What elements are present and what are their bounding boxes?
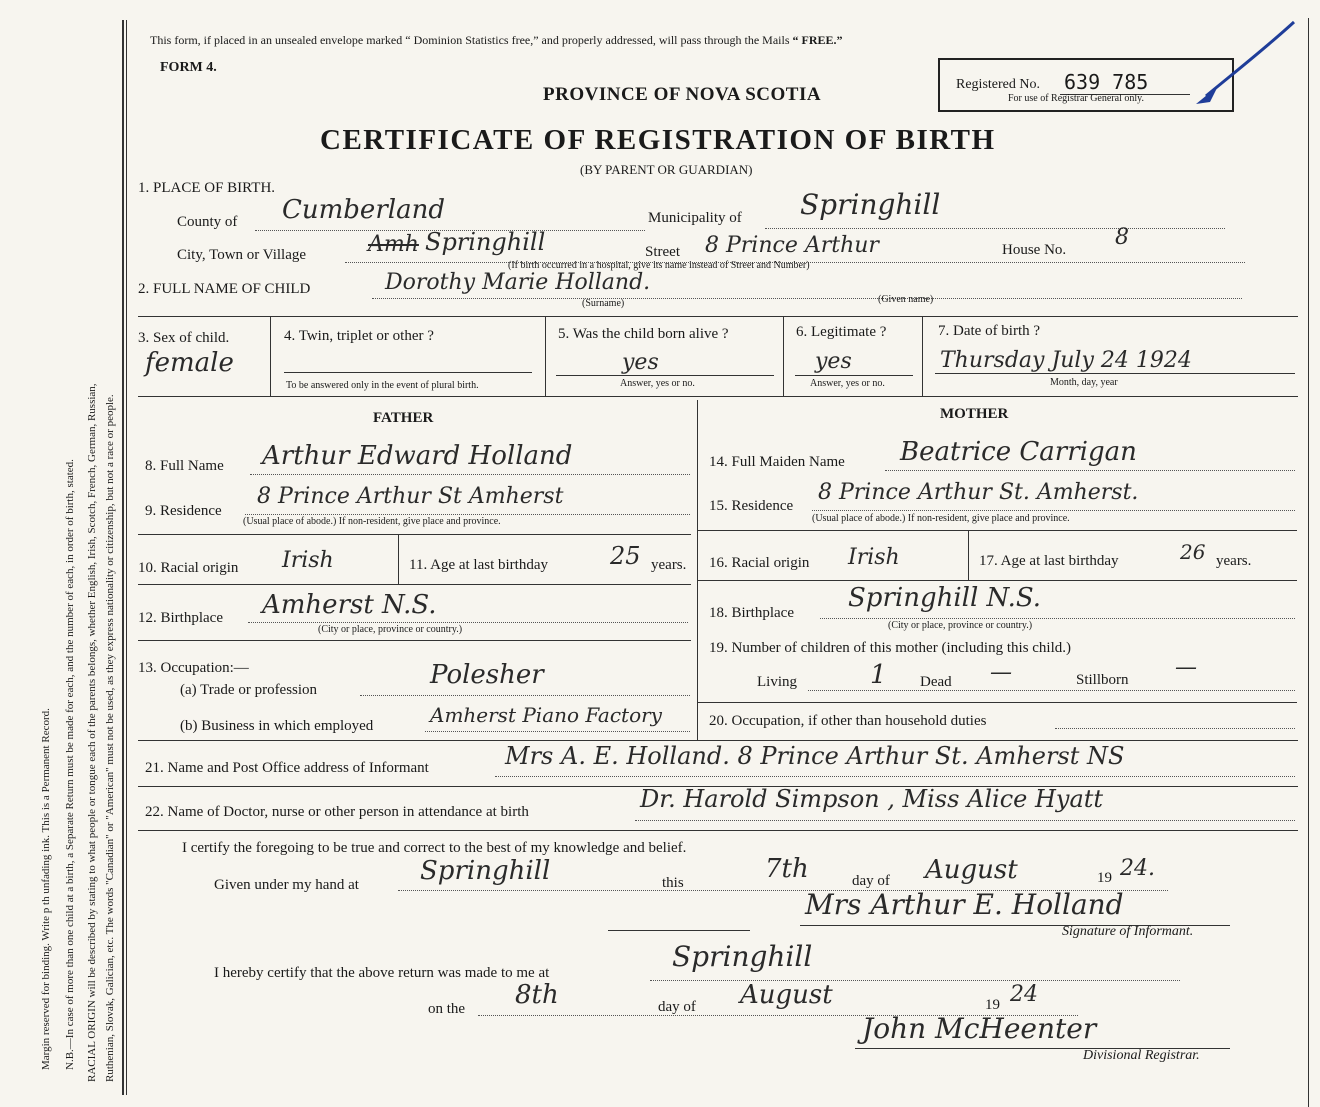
cert-day-of-label: day of: [852, 873, 890, 889]
doctor-value: Dr. Harold Simpson , Miss Alice Hyatt: [640, 785, 1104, 813]
father-age-label: 11. Age at last birthday: [409, 557, 548, 573]
father-age-value: 25: [610, 542, 641, 570]
trade-value: Polesher: [430, 660, 544, 690]
given-place-value: Springhill: [420, 856, 551, 886]
mother-name-label: 14. Full Maiden Name: [709, 454, 845, 470]
dead-label: Dead: [920, 674, 952, 690]
mother-race-value: Irish: [848, 545, 900, 570]
on-the-label: on the: [428, 1001, 466, 1017]
mother-residence-label: 15. Residence: [709, 498, 794, 514]
mother-name-value: Beatrice Carrigan: [900, 437, 1137, 467]
born-alive-label: 5. Was the child born alive ?: [558, 326, 729, 342]
born-alive-note: Answer, yes or no.: [620, 378, 695, 389]
street-label: Street: [645, 244, 680, 260]
informant-signature: Mrs Arthur E. Holland: [805, 888, 1124, 921]
mother-residence-value: 8 Prince Arthur St. Amherst.: [818, 480, 1139, 505]
sex-value: female: [145, 348, 234, 378]
mother-birthplace-note: (City or place, province or country.): [888, 620, 1033, 631]
province-heading: PROVINCE OF NOVA SCOTIA: [543, 84, 822, 105]
place-of-birth-label: 1. PLACE OF BIRTH.: [138, 180, 276, 196]
cert-year-value: 24.: [1120, 856, 1155, 881]
father-name-label: 8. Full Name: [145, 458, 224, 474]
mother-birthplace-label: 18. Birthplace: [709, 605, 794, 621]
children-count-label: 19. Number of children of this mother (including this child.): [709, 640, 1072, 656]
business-label: (b) Business in which employed: [180, 718, 374, 734]
mother-heading: MOTHER: [940, 406, 1009, 422]
informant-value: Mrs A. E. Holland. 8 Prince Arthur St. Amherst NS: [505, 742, 1125, 770]
trade-label: (a) Trade or profession: [180, 682, 318, 698]
father-name-value: Arthur Edward Holland: [262, 441, 573, 471]
county-value: Cumberland: [282, 195, 445, 225]
registrar-note: For use of Registrar General only.: [1008, 93, 1144, 104]
mother-race-label: 16. Racial origin: [709, 555, 810, 571]
legitimate-value: yes: [815, 349, 852, 374]
house-label: House No.: [1002, 242, 1067, 258]
surname-note: (Surname): [582, 298, 625, 309]
father-heading: FATHER: [373, 410, 434, 426]
living-value: 1: [870, 660, 887, 690]
arrow-icon: [1190, 16, 1300, 108]
mother-birthplace-value: Springhill N.S.: [848, 583, 1042, 613]
doctor-label: 22. Name of Doctor, nurse or other person in attendance at birth: [145, 804, 529, 820]
stillborn-label: Stillborn: [1076, 672, 1129, 688]
mother-occupation-label: 20. Occupation, if other than household duties: [709, 713, 987, 729]
city-struck-value: Amh: [368, 232, 419, 257]
mother-age-value: 26: [1180, 540, 1206, 564]
registrar-place-value: Springhill: [672, 940, 813, 973]
county-label: County of: [177, 214, 238, 230]
child-name-value: Dorothy Marie Holland.: [385, 270, 651, 295]
margin-rule: [122, 20, 124, 1095]
municipality-value: Springhill: [800, 188, 941, 221]
cert-month-value: August: [925, 855, 1018, 885]
sidebar-racial-note-2: Ruthenian, Slovak, Galician, etc. The words "Canadian" or "American" must not be used, as they express nationality or citizenship, but not a race or people.: [104, 394, 116, 1082]
mother-residence-note: (Usual place of abode.) If non-resident, give place and province.: [812, 513, 1070, 524]
cert-day-value: 7th: [765, 854, 809, 884]
sidebar-nb-note: N.B.—In case of more than one child at a birth, a Separate Return must be made for each, and the number of each, in order of birth, stated.: [64, 459, 76, 1070]
father-birthplace-note: (City or place, province or country.): [318, 624, 463, 635]
father-occupation-label: 13. Occupation:—: [138, 660, 249, 676]
informant-signature-caption: Signature of Informant.: [1062, 924, 1194, 939]
father-years: years.: [651, 557, 687, 573]
mother-age-label: 17. Age at last birthday: [979, 553, 1119, 569]
registered-value: 639 785: [1064, 70, 1149, 94]
registrar-month-value: August: [740, 980, 833, 1010]
this-label: this: [662, 875, 684, 891]
street-value: 8 Prince Arthur: [705, 233, 879, 258]
registrar-statement: I hereby certify that the above return was made to me at: [214, 965, 550, 981]
house-value: 8: [1115, 225, 1129, 250]
certificate-title: CERTIFICATE OF REGISTRATION OF BIRTH: [320, 124, 996, 156]
stillborn-value: —: [1175, 655, 1197, 680]
registrar-day-value: 8th: [515, 980, 559, 1010]
father-birthplace-label: 12. Birthplace: [138, 610, 223, 626]
twin-label: 4. Twin, triplet or other ?: [284, 328, 434, 344]
sidebar-binding-note: Margin reserved for binding. Write p th unfading ink. This is a Permanent Record.: [40, 708, 52, 1070]
registrar-year-prefix: 19: [985, 997, 1000, 1013]
city-label: City, Town or Village: [177, 247, 307, 263]
father-birthplace-value: Amherst N.S.: [262, 590, 437, 620]
informant-label: 21. Name and Post Office address of Informant: [145, 760, 429, 776]
margin-sidebar: [0, 0, 125, 1107]
business-value: Amherst Piano Factory: [430, 703, 662, 727]
registered-label: Registered No.: [956, 77, 1040, 92]
sidebar-racial-note: RACIAL ORIGIN will be described by stating to what people or tongue each of the parents belongs, whether English, Irish, Scotch, French, German, Russian,: [86, 383, 98, 1082]
right-edge-rule: [1308, 18, 1309, 1107]
child-name-label: 2. FULL NAME OF CHILD: [138, 281, 311, 297]
margin-rule-inner: [126, 20, 127, 1095]
cert-year-prefix: 19: [1097, 870, 1112, 886]
father-residence-value: 8 Prince Arthur St Amherst: [257, 484, 564, 509]
registrar-day-of-label: day of: [658, 999, 696, 1015]
registrar-caption: Divisional Registrar.: [1083, 1048, 1200, 1063]
legitimate-note: Answer, yes or no.: [810, 378, 885, 389]
dead-value: —: [990, 660, 1012, 685]
twin-note: To be answered only in the event of plural birth.: [286, 380, 479, 391]
living-label: Living: [757, 674, 797, 690]
city-value: Springhill: [425, 228, 546, 256]
given-under-label: Given under my hand at: [214, 877, 359, 893]
dob-note: Month, day, year: [1050, 377, 1118, 388]
certificate-subtitle: (BY PARENT OR GUARDIAN): [580, 162, 753, 177]
father-residence-note: (Usual place of abode.) If non-resident, give place and province.: [243, 516, 501, 527]
given-name-note: (Given name): [878, 294, 934, 305]
mother-years: years.: [1216, 553, 1252, 569]
sex-label: 3. Sex of child.: [138, 330, 230, 346]
registrar-year-value: 24: [1010, 982, 1038, 1007]
born-alive-value: yes: [622, 350, 659, 375]
municipality-label: Municipality of: [648, 210, 742, 226]
mail-notice: This form, if placed in an unsealed envelope marked “ Dominion Statistics free,” and properly addressed, will pass through the Mails “ FREE.”: [150, 33, 843, 47]
legitimate-label: 6. Legitimate ?: [796, 324, 887, 340]
form-number: FORM 4.: [160, 60, 217, 75]
father-race-label: 10. Racial origin: [138, 560, 239, 576]
dob-value: Thursday July 24 1924: [940, 348, 1192, 373]
registrar-signature: John McHeenter: [862, 1012, 1097, 1045]
father-residence-label: 9. Residence: [145, 503, 222, 519]
certify-statement: I certify the foregoing to be true and correct to the best of my knowledge and belief.: [182, 840, 687, 856]
dob-label: 7. Date of birth ?: [938, 323, 1041, 339]
father-race-value: Irish: [282, 548, 334, 573]
hospital-note: (If birth occurred in a hospital, give its name instead of Street and Number): [508, 260, 810, 271]
